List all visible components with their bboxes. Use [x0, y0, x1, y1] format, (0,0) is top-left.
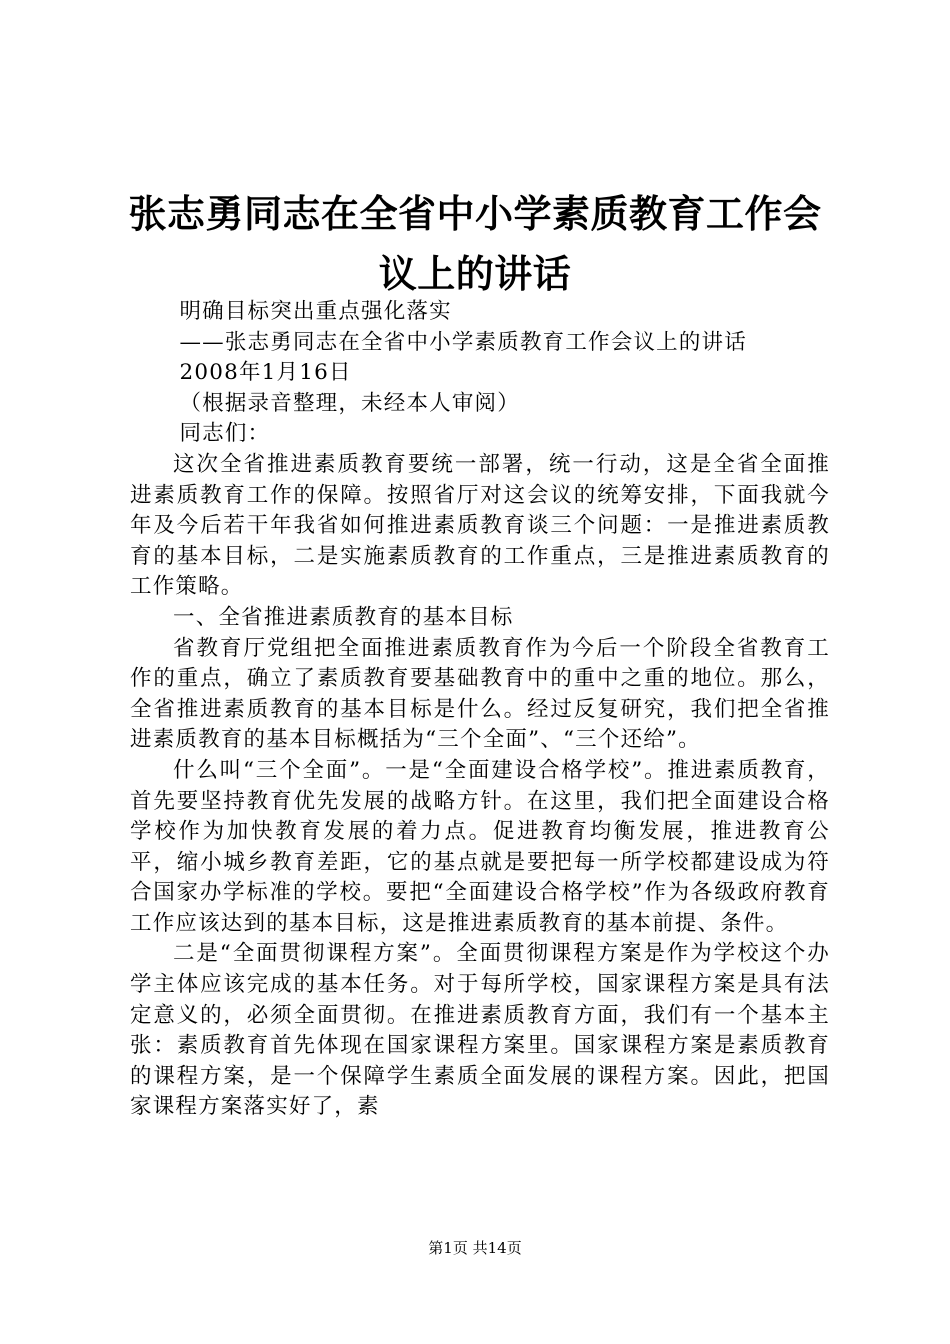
document-title: 张志勇同志在全省中小学素质教育工作会议上的讲话 — [128, 191, 822, 296]
paragraph-three-comprehensive: 什么叫“三个全面”。一是“全面建设合格学校”。推进素质教育，首先要坚持教育优先发展的战略方针。在这里，我们把全面建设合格学校作为加快教育发展的着力点。促进教育均衡发展，推进教育公平，缩小城乡教育差距，它的基点就是要把每一所学校都建设成为符合国家办学标准的学校。要把“全面建设合格学校”作为各级政府教育工作应该达到的基本目标，这是推进素质教育的基本前提、条件。 — [130, 757, 830, 936]
document-body — [130, 297, 830, 1123]
salutation: 同志们： — [179, 421, 271, 447]
paragraph-goal: 省教育厅党组把全面推进素质教育作为今后一个阶段全省教育工作的重点，确立了素质教育要基础教育中的重中之重的地位。那么，全省推进素质教育的基本目标是什么。经过反复研究，我们把全省推进素质教育的基本目标概括为“三个全面”、“三个还给”。 — [130, 635, 830, 753]
page-number: 第1页 共14页 — [428, 1239, 522, 1257]
document-note: （根据录音整理，未经本人审阅） — [179, 390, 520, 416]
paragraph-curriculum: 二是“全面贯彻课程方案”。全面贯彻课程方案是作为学校这个办学主体应该完成的基本任务。对于每所学校，国家课程方案是具有法定意义的，必须全面贯彻。在推进素质教育方面，我们有一个基本主张：素质教育首先体现在国家课程方案里。国家课程方案是素质教育的课程方案，是一个保障学生素质全面发展的课程方案。因此，把国家课程方案落实好了，素 — [130, 941, 830, 1120]
document-date: 2008年1月16日 — [179, 360, 352, 386]
paragraph-intro: 这次全省推进素质教育要统一部署，统一行动，这是全省全面推进素质教育工作的保障。按照省厅对这会议的统筹安排，下面我就今年及今后若干年我省如何推进素质教育谈三个问题：一是推进素质教育的基本目标，二是实施素质教育的工作重点，三是推进素质教育的工作策略。 — [130, 451, 830, 600]
document-byline: ——张志勇同志在全省中小学素质教育工作会议上的讲话 — [179, 329, 747, 355]
document-subtitle: 明确目标突出重点强化落实 — [179, 299, 452, 324]
section-heading-1: 一、全省推进素质教育的基本目标 — [173, 604, 514, 630]
